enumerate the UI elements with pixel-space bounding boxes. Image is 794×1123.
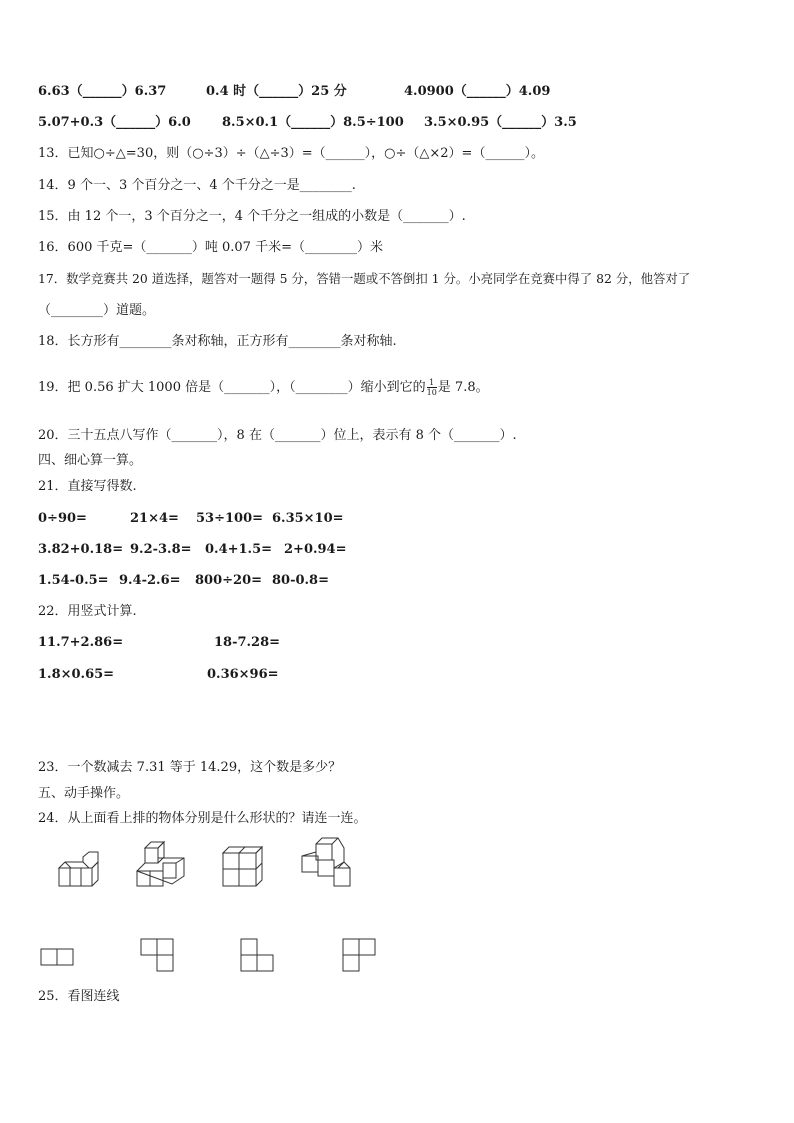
mental-math-r1c4: 6.35×10= — [272, 511, 344, 526]
question-22-title: 22．用竖式计算. — [38, 604, 137, 619]
question-16: 16．600 千克=（_______）吨 0.07 千米=（________）米 — [38, 240, 383, 255]
compare-item-6: 3.5×0.95（______）3.5 — [424, 115, 577, 130]
mental-math-r2c3: 0.4+1.5= — [205, 542, 273, 557]
question-19-tail: 是 7.8。 — [437, 380, 489, 395]
cube-figure-2 — [136, 842, 186, 892]
mental-math-r2c4: 2+0.94= — [284, 542, 347, 557]
mental-math-r3c4: 80-0.8= — [272, 573, 329, 588]
vertical-calc-4: 0.36×96= — [207, 667, 279, 682]
question-24: 24．从上面看上排的物体分别是什么形状的？请连一连。 — [38, 811, 367, 826]
vertical-calc-2: 18-7.28= — [214, 635, 281, 650]
section-5-heading: 五、动手操作。 — [38, 786, 130, 801]
question-13: 13．已知○÷△=30，则（○÷3）÷（△÷3）=（______），○÷（△×2）=（______）。 — [38, 146, 544, 161]
mental-math-r2c2: 9.2-3.8= — [130, 542, 192, 557]
top-view-shape-4 — [342, 938, 380, 974]
question-14: 14．9 个一、3 个百分之一、4 个千分之一是________. — [38, 178, 356, 193]
question-25: 25．看图连线 — [38, 989, 120, 1004]
question-21-title: 21．直接写得数. — [38, 479, 137, 494]
mental-math-r3c1: 1.54-0.5= — [38, 573, 109, 588]
top-view-shape-2 — [140, 938, 178, 974]
compare-item-3: 4.0900（______）4.09 — [404, 84, 551, 99]
question-18: 18．长方形有________条对称轴，正方形有________条对称轴. — [38, 334, 397, 349]
question-17-line-1: 17．数学竞赛共 20 道选择，题答对一题得 5 分，答错一题或不答倒扣 1 分。小亮同学在竞赛中得了 82 分，他答对了 — [38, 271, 691, 286]
mental-math-r1c3: 53÷100= — [196, 511, 264, 526]
mental-math-r2c1: 3.82+0.18= — [38, 542, 124, 557]
section-4-heading: 四、细心算一算。 — [38, 453, 143, 468]
question-19 — [38, 378, 489, 397]
question-20: 20．三十五点八写作（_______），8 在（_______）位上，表示有 8 个（_______）. — [38, 428, 517, 443]
mental-math-r1c2: 21×4= — [130, 511, 179, 526]
mental-math-r3c3: 800÷20= — [195, 573, 263, 588]
question-15: 15．由 12 个一，3 个百分之一，4 个千分之一组成的小数是（_______）. — [38, 209, 466, 224]
question-19-text: 19．把 0.56 扩大 1000 倍是（_______），（________）缩小到它的 — [38, 380, 426, 395]
top-view-shape-1 — [40, 948, 76, 968]
compare-item-5: 8.5×0.1（______）8.5÷100 — [222, 115, 404, 130]
mental-math-r1c1: 0÷90= — [38, 511, 87, 526]
compare-item-4: 5.07+0.3（______）6.0 — [38, 115, 191, 130]
mental-math-r3c2: 9.4-2.6= — [119, 573, 181, 588]
fraction-one-tenth: $\frac{1}{10}$ — [426, 378, 437, 397]
compare-item-2: 0.4 时（______）25 分 — [206, 84, 347, 99]
cube-figure-1 — [56, 852, 106, 892]
top-view-shape-3 — [240, 938, 278, 974]
vertical-calc-3: 1.8×0.65= — [38, 667, 115, 682]
cube-figure-3 — [222, 846, 266, 888]
question-23: 23．一个数减去 7.31 等于 14.29，这个数是多少？ — [38, 760, 342, 775]
question-17-line-2: （________）道题。 — [38, 303, 156, 318]
cube-figure-4 — [300, 838, 354, 890]
vertical-calc-1: 11.7+2.86= — [38, 635, 124, 650]
compare-item-1: 6.63（______）6.37 — [38, 84, 167, 99]
